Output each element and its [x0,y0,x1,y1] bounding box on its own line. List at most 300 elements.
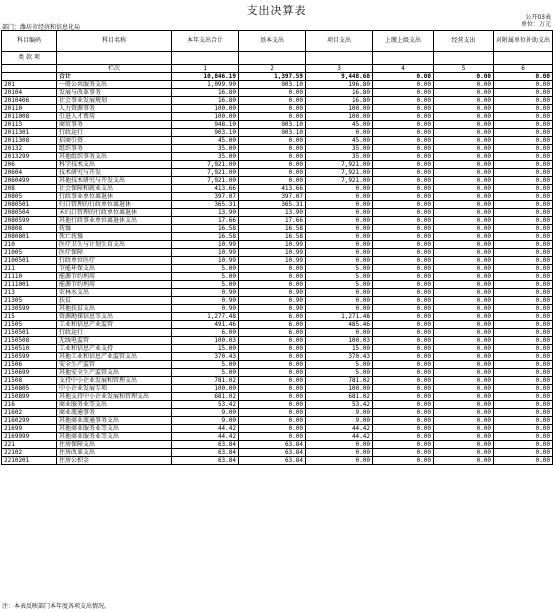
cell-value: 0.00 [239,353,306,361]
cell-value: 63.84 [239,441,306,449]
table-row [2,273,553,281]
cell-value: 0.00 [373,289,434,297]
cell-name: 归口管理的行政单位离退休 [57,201,172,209]
table-row [2,385,553,393]
cell-value: 1,271.48 [306,313,373,321]
cell-name: 商业流通事务 [57,409,172,417]
cell-value: 0.00 [306,193,373,201]
cell-value: 0.00 [373,457,434,465]
table-row [2,425,553,433]
cell-code: 2150501 [2,329,57,337]
header-operation: 经营支出 [434,31,494,52]
cell-value: 0.90 [239,297,306,305]
cell-value: 0.00 [494,233,553,241]
cell-value: 0.00 [494,129,553,137]
cell-value: 0.00 [434,417,494,425]
cell-code: 21602 [2,409,57,417]
cell-code: 2080504 [2,209,57,217]
table-row [2,369,553,377]
table-row [2,81,553,89]
cell-value: 100.03 [306,337,373,345]
cell-value: 0.00 [494,337,553,345]
cell-value: 1 [172,65,239,73]
cell-value: 0.00 [239,401,306,409]
table-row [2,281,553,289]
cell-name: 其他技术研究与开发支出 [57,177,172,185]
table-row [2,161,553,169]
cell-value: 0.00 [373,201,434,209]
table-row [2,137,553,145]
cell-value: 7,921.00 [306,169,373,177]
cell-value: 370.43 [306,353,373,361]
cell-value: 44.42 [172,433,239,441]
cell-code: 210 [2,241,57,249]
cell-value: 0.00 [434,161,494,169]
cell-value: 0.00 [306,249,373,257]
cell-value: 0.00 [239,409,306,417]
cell-value: 5.00 [306,281,373,289]
cell-value: 485.46 [306,321,373,329]
cell-value: 0.00 [373,281,434,289]
cell-value: 6.00 [172,329,239,337]
cell-value: 0.00 [434,329,494,337]
cell-value: 44.42 [172,425,239,433]
subheader-class: 类 款 项 [2,52,57,65]
cell-name: 其他商业服务业等支出 [57,433,172,441]
cell-value: 0.00 [494,409,553,417]
cell-name: 中小企业发展专项 [57,385,172,393]
cell-value: 0.00 [239,417,306,425]
cell-value: 365.31 [239,201,306,209]
header-subsidy: 对附属单位补助支出 [494,31,553,52]
cell-value: 0.00 [494,153,553,161]
cell-value: 196.80 [306,81,373,89]
cell-code: 2111001 [2,281,57,289]
cell-value: 0.00 [434,425,494,433]
cell-value: 903.10 [172,129,239,137]
cell-value: 0.00 [306,241,373,249]
cell-value: 0.00 [434,185,494,193]
cell-value: 15.00 [306,345,373,353]
cell-value: 781.02 [172,377,239,385]
cell-value: 63.84 [239,449,306,457]
cell-value: 0.00 [239,385,306,393]
cell-value: 0.00 [494,305,553,313]
cell-value: 0.00 [306,217,373,225]
cell-name: 其他扶贫支出 [57,305,172,313]
cell-code: 20104 [2,89,57,97]
cell-value: 0.00 [494,289,553,297]
cell-value: 16.58 [239,233,306,241]
cell-value: 5.00 [172,281,239,289]
cell-value: 0.00 [239,273,306,281]
cell-value: 7,921.00 [172,177,239,185]
header-project: 项目支出 [306,31,373,52]
cell-code: 2080801 [2,233,57,241]
cell-value: 0.00 [434,361,494,369]
cell-value: 0.00 [494,433,553,441]
cell-name: 其他支持中小企业发展和管理支出 [57,393,172,401]
cell-value: 0.00 [373,385,434,393]
cell-name: 合计 [57,73,172,81]
cell-value: 0.00 [434,305,494,313]
cell-name: 招商引资 [57,137,172,145]
cell-value: 0.00 [434,169,494,177]
cell-name: 其他工业和信息产业监管支出 [57,353,172,361]
cell-value: 0.00 [434,105,494,113]
cell-value: 0.00 [494,329,553,337]
cell-value: 0.00 [434,225,494,233]
table-row [2,409,553,417]
cell-value: 0.00 [373,193,434,201]
table-row [2,225,553,233]
expenditure-table [1,30,553,465]
cell-name: 能源节约利用 [57,273,172,281]
table-row [2,313,553,321]
cell-value: 16.80 [172,97,239,105]
cell-value: 0.00 [494,249,553,257]
cell-name: 住房保障支出 [57,441,172,449]
cell-value: 0.00 [373,169,434,177]
cell-code: 2150510 [2,345,57,353]
cell-value: 0.00 [494,217,553,225]
cell-value: 45.00 [306,121,373,129]
cell-value: 0.00 [494,417,553,425]
cell-name: 安全生产监管 [57,361,172,369]
cell-name: 人力资源事务 [57,105,172,113]
cell-name: 行政运行 [57,329,172,337]
table-row [2,321,553,329]
cell-value: 10,846.19 [172,73,239,81]
cell-value: 370.43 [172,353,239,361]
cell-value: 903.10 [239,81,306,89]
cell-value: 9.00 [306,417,373,425]
cell-value: 0.00 [434,233,494,241]
cell-value: 0.00 [373,425,434,433]
cell-value: 0.00 [373,433,434,441]
table-body [2,65,553,465]
table-row [2,193,553,201]
form-code: 公开03表 [525,14,551,21]
cell-value: 0.00 [494,265,553,273]
cell-value: 13.90 [172,209,239,217]
cell-value: 2 [239,65,306,73]
cell-code: 21505 [2,321,57,329]
cell-value: 0.00 [239,169,306,177]
table-row [2,441,553,449]
form-info [521,14,551,28]
cell-value: 0.00 [494,97,553,105]
cell-value: 0.90 [239,305,306,313]
table-row [2,297,553,305]
cell-value: 35.00 [306,153,373,161]
cell-value: 6 [494,65,553,73]
cell-value: 397.07 [239,193,306,201]
department-label: 部门：潍坊市经济和信息化局 [2,24,81,31]
cell-value: 0.00 [434,369,494,377]
cell-value: 0.00 [373,137,434,145]
cell-value: 0.00 [434,345,494,353]
cell-value: 413.66 [172,185,239,193]
cell-value: 45.00 [172,137,239,145]
cell-value: 100.00 [172,113,239,121]
cell-value: 0.00 [494,377,553,385]
table-row [2,177,553,185]
cell-value: 0.00 [434,113,494,121]
cell-value: 0.00 [373,345,434,353]
cell-value: 0.00 [434,249,494,257]
cell-value: 17.66 [172,217,239,225]
cell-value: 0.00 [373,241,434,249]
cell-value: 4 [373,65,434,73]
cell-code: 2060499 [2,177,57,185]
cell-value: 0.00 [373,217,434,225]
cell-value: 10.99 [172,241,239,249]
table-row [2,65,553,73]
cell-value: 35.00 [172,145,239,153]
header-upper: 上缴上级支出 [373,31,434,52]
cell-value: 0.00 [373,153,434,161]
cell-value: 903.10 [239,121,306,129]
cell-value: 53.42 [306,401,373,409]
cell-name: 其他商业流通事务支出 [57,417,172,425]
cell-name: 其他安全生产监管支出 [57,369,172,377]
cell-value: 0.00 [494,281,553,289]
cell-value: 0.00 [306,201,373,209]
cell-value: 0.00 [239,113,306,121]
cell-value: 0.00 [239,89,306,97]
subheader-row [2,52,553,65]
cell-value: 0.00 [373,145,434,153]
cell-code: 2010406 [2,97,57,105]
cell-value: 0.00 [494,369,553,377]
cell-value: 0.00 [373,313,434,321]
cell-value: 5.00 [306,273,373,281]
cell-value: 16.58 [172,225,239,233]
cell-name: 技术研究与开发 [57,169,172,177]
cell-value: 0.00 [306,257,373,265]
table-row [2,145,553,153]
page-title: 支出决算表 [246,4,307,17]
cell-value: 0.00 [239,433,306,441]
cell-value: 0.00 [434,89,494,97]
cell-value: 0.00 [494,361,553,369]
cell-value: 0.00 [373,337,434,345]
cell-code: 20805 [2,193,57,201]
cell-code: 21110 [2,273,57,281]
cell-value: 0.00 [434,385,494,393]
cell-code: 20808 [2,225,57,233]
cell-value: 0.00 [434,153,494,161]
cell-value: 0.00 [434,81,494,89]
cell-value: 0.00 [494,137,553,145]
table-row [2,217,553,225]
cell-value: 491.46 [172,321,239,329]
cell-value: 0.00 [434,449,494,457]
cell-value: 397.07 [172,193,239,201]
cell-value: 10.99 [239,241,306,249]
cell-value: 0.00 [373,353,434,361]
cell-value: 0.00 [494,353,553,361]
table-row [2,169,553,177]
cell-code: 201 [2,81,57,89]
cell-value: 1,277.48 [172,313,239,321]
cell-value: 0.00 [494,161,553,169]
cell-value: 681.02 [172,393,239,401]
cell-name: 一般公共服务支出 [57,81,172,89]
cell-value: 0.00 [494,385,553,393]
cell-value: 17.66 [239,217,306,225]
cell-value: 0.00 [239,361,306,369]
cell-value: 0.00 [373,401,434,409]
cell-value: 0.00 [306,233,373,241]
cell-value: 0.00 [373,121,434,129]
cell-value: 9,448.60 [306,73,373,81]
cell-name: 发展与改革事务 [57,89,172,97]
cell-value: 0.00 [434,265,494,273]
cell-code: 2130599 [2,305,57,313]
cell-value: 5.00 [172,273,239,281]
cell-name: 引进人才费用 [57,113,172,121]
cell-value: 0.00 [434,137,494,145]
cell-value: 100.00 [306,113,373,121]
cell-value: 0.00 [494,185,553,193]
cell-value: 7,921.00 [172,169,239,177]
cell-value: 0.00 [239,345,306,353]
table-row [2,113,553,121]
cell-value: 0.00 [373,449,434,457]
cell-value: 6.00 [239,313,306,321]
cell-code: 20110 [2,105,57,113]
cell-value: 0.00 [239,393,306,401]
cell-value: 6.00 [239,329,306,337]
cell-value: 0.00 [434,393,494,401]
cell-value: 0.00 [373,441,434,449]
cell-value: 0.00 [494,273,553,281]
cell-value: 0.00 [434,289,494,297]
table-row [2,209,553,217]
cell-value: 0.00 [494,449,553,457]
cell-value: 0.00 [239,377,306,385]
table-row [2,433,553,441]
cell-code: 2150805 [2,385,57,393]
cell-value: 0.00 [434,433,494,441]
cell-value: 0.00 [373,177,434,185]
table-row [2,249,553,257]
cell-value: 0.00 [494,393,553,401]
cell-name: 资源勘探信息等支出 [57,313,172,321]
cell-value: 100.03 [172,337,239,345]
cell-value: 0.00 [306,449,373,457]
cell-code: 2011308 [2,137,57,145]
cell-value: 100.00 [306,385,373,393]
cell-value: 0.00 [434,353,494,361]
cell-value: 0.00 [494,225,553,233]
cell-value: 0.00 [434,297,494,305]
cell-value: 0.00 [373,81,434,89]
cell-value: 0.00 [373,297,434,305]
cell-value: 0.00 [494,297,553,305]
cell-value: 5.00 [306,265,373,273]
cell-code: 2150508 [2,337,57,345]
cell-value: 9.00 [172,409,239,417]
cell-value: 6.00 [239,321,306,329]
cell-code: 2100501 [2,257,57,265]
cell-value: 45.00 [306,137,373,145]
cell-value: 0.00 [239,281,306,289]
cell-value: 0.00 [306,185,373,193]
cell-code: 213 [2,289,57,297]
cell-value: 0.00 [434,273,494,281]
cell-value: 5.00 [306,361,373,369]
cell-name: 其他商业服务业等支出 [57,425,172,433]
cell-value: 0.00 [306,289,373,297]
table-row [2,337,553,345]
cell-value: 0.00 [434,321,494,329]
cell-value: 10.99 [239,257,306,265]
cell-value: 100.00 [172,385,239,393]
table-row [2,289,553,297]
cell-value: 0.00 [239,105,306,113]
table-row [2,201,553,209]
cell-value: 948.10 [172,121,239,129]
cell-name: 扶贫 [57,297,172,305]
cell-name: 社会保障和就业支出 [57,185,172,193]
cell-value: 0.00 [494,313,553,321]
table-row [2,241,553,249]
cell-code: 20604 [2,169,57,177]
cell-value: 0.00 [494,425,553,433]
table-row [2,153,553,161]
cell-value: 0.00 [373,393,434,401]
cell-name: 行政运行 [57,129,172,137]
cell-name: 支持中小企业发展和管理支出 [57,377,172,385]
cell-value: 5 [434,65,494,73]
cell-value: 100.00 [172,105,239,113]
table-row [2,185,553,193]
cell-name: 其他行政事业单位离退休支出 [57,217,172,225]
cell-name: 工业和信息产业支持 [57,345,172,353]
table-row [2,329,553,337]
cell-value: 0.00 [434,73,494,81]
cell-value: 0.00 [494,241,553,249]
header-basic: 基本支出 [239,31,306,52]
cell-value: 1,397.59 [239,73,306,81]
cell-value: 44.42 [306,433,373,441]
cell-value: 0.00 [373,329,434,337]
cell-name: 栏次 [57,65,172,73]
cell-value: 16.80 [306,89,373,97]
cell-value: 0.00 [434,377,494,385]
cell-value: 0.00 [373,225,434,233]
cell-value: 0.00 [239,153,306,161]
table-row [2,401,553,409]
cell-value: 0.00 [373,361,434,369]
header-total: 本年支出合计 [172,31,239,52]
cell-value: 0.00 [494,257,553,265]
cell-value: 0.00 [434,177,494,185]
cell-value: 0.00 [306,225,373,233]
table-row [2,457,553,465]
cell-value: 0.00 [306,441,373,449]
cell-value: 0.00 [434,201,494,209]
cell-code: 211 [2,265,57,273]
table-row [2,73,553,81]
cell-value: 10.99 [172,249,239,257]
cell-code: 206 [2,161,57,169]
cell-code: 221 [2,441,57,449]
cell-value: 0.00 [494,169,553,177]
